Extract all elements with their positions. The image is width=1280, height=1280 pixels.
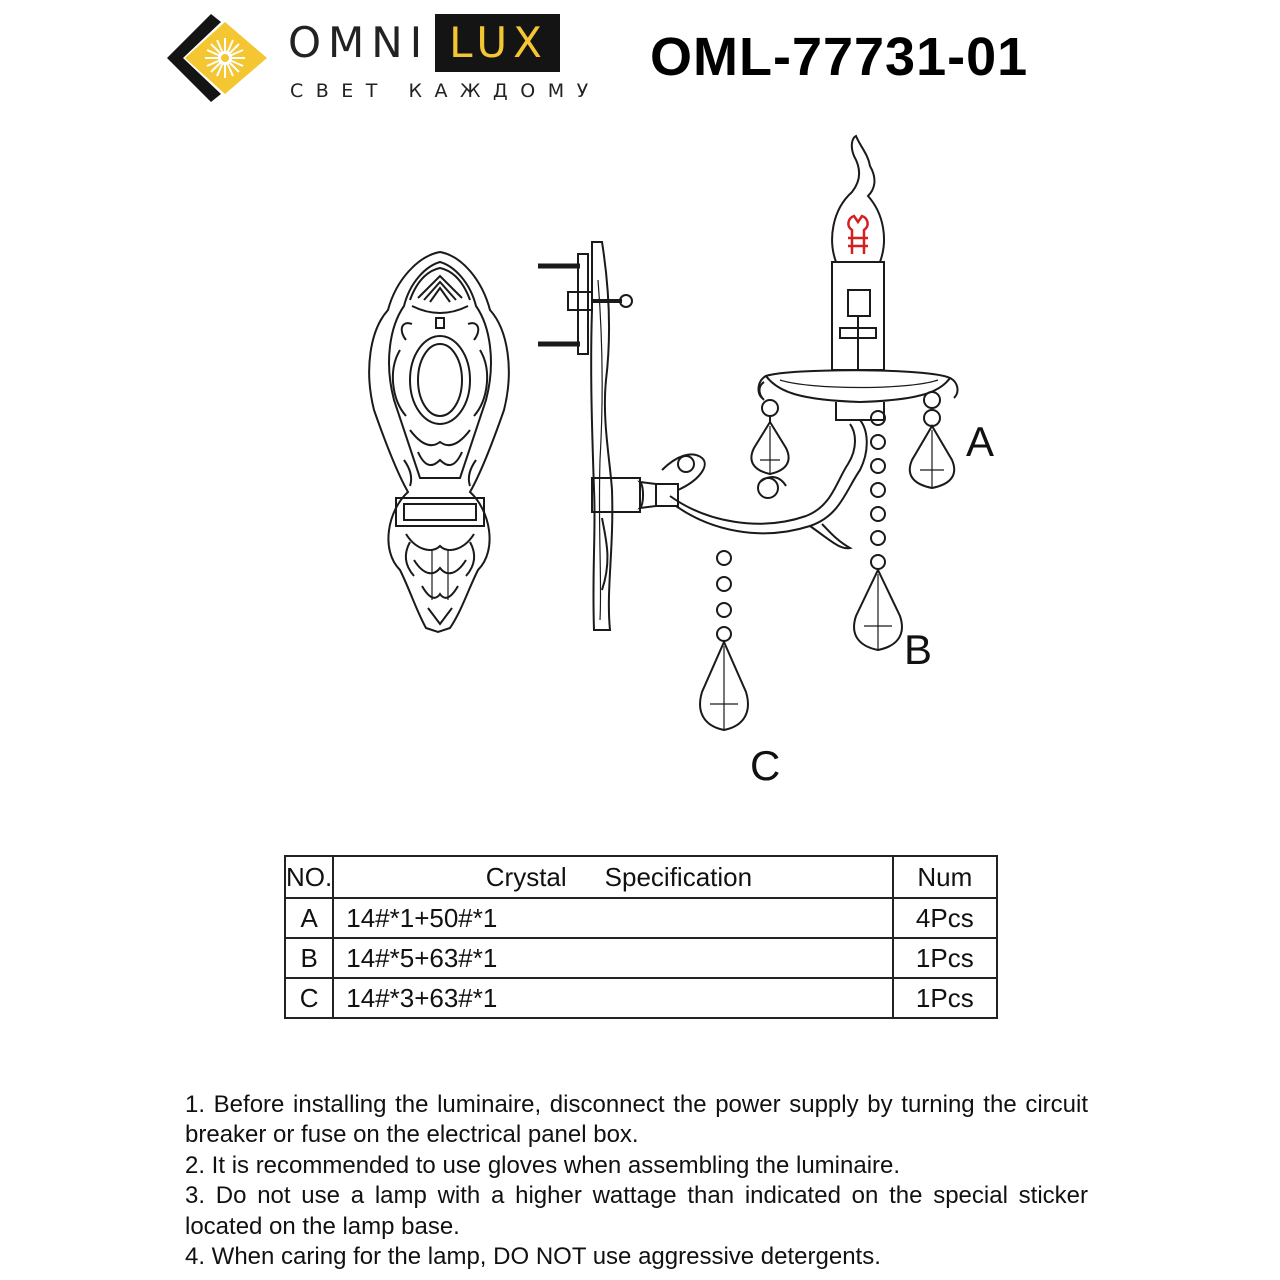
brand-name-omni: OMNI xyxy=(288,18,430,67)
row-num: 1Pcs xyxy=(893,978,997,1018)
instruction-item: 4. When caring for the lamp, DO NOT use aggressive detergents. xyxy=(185,1243,881,1271)
row-no: A xyxy=(285,898,333,938)
crystal-strands xyxy=(700,382,954,730)
row-num: 1Pcs xyxy=(893,938,997,978)
row-num: 4Pcs xyxy=(893,898,997,938)
header-specification: Specification xyxy=(604,861,753,892)
table-row xyxy=(285,978,997,1018)
model-number: OML-77731-01 xyxy=(650,27,1029,87)
table-row xyxy=(285,898,997,938)
header-num: Num xyxy=(893,856,997,898)
brand-tagline: СВЕТ КАЖДОМУ xyxy=(290,80,601,102)
sconce-arm xyxy=(662,136,957,548)
row-no: B xyxy=(285,938,333,978)
instruction-item: 2. It is recommended to use gloves when assembling the luminaire. xyxy=(185,1151,901,1179)
callout-b: B xyxy=(904,626,933,673)
table-row xyxy=(285,938,997,978)
instruction-item: 1. Before installing the luminaire, disconnect the power supply by turning the circuit breaker or fuse on the electrical panel box. xyxy=(185,1091,1088,1149)
brand-name xyxy=(288,14,560,72)
callout-a: A xyxy=(966,418,995,465)
instruction-item: 3. Do not use a lamp with a higher wattage than indicated on the special sticker located on the lamp base. xyxy=(185,1182,1088,1240)
callout-c: C xyxy=(750,742,781,789)
sconce-technical-drawing xyxy=(340,130,1060,810)
row-spec: 14#*5+63#*1 xyxy=(333,938,892,978)
backplate-side-view xyxy=(538,242,678,630)
safety-instructions xyxy=(185,1090,1088,1272)
backplate-front-view xyxy=(369,252,509,632)
row-spec: 14#*1+50#*1 xyxy=(333,898,892,938)
header-crystal: Crystal xyxy=(485,861,567,892)
row-no: C xyxy=(285,978,333,1018)
bulb-filament xyxy=(848,216,868,254)
header-no: NO. xyxy=(285,856,333,898)
crystal-spec-table xyxy=(284,855,998,1019)
brand-name-lux: LUX xyxy=(435,14,560,72)
header-crystal-specification xyxy=(333,856,892,898)
table-header-row xyxy=(285,856,997,898)
diamond-sun-logo-icon xyxy=(163,10,275,102)
row-spec: 14#*3+63#*1 xyxy=(333,978,892,1018)
